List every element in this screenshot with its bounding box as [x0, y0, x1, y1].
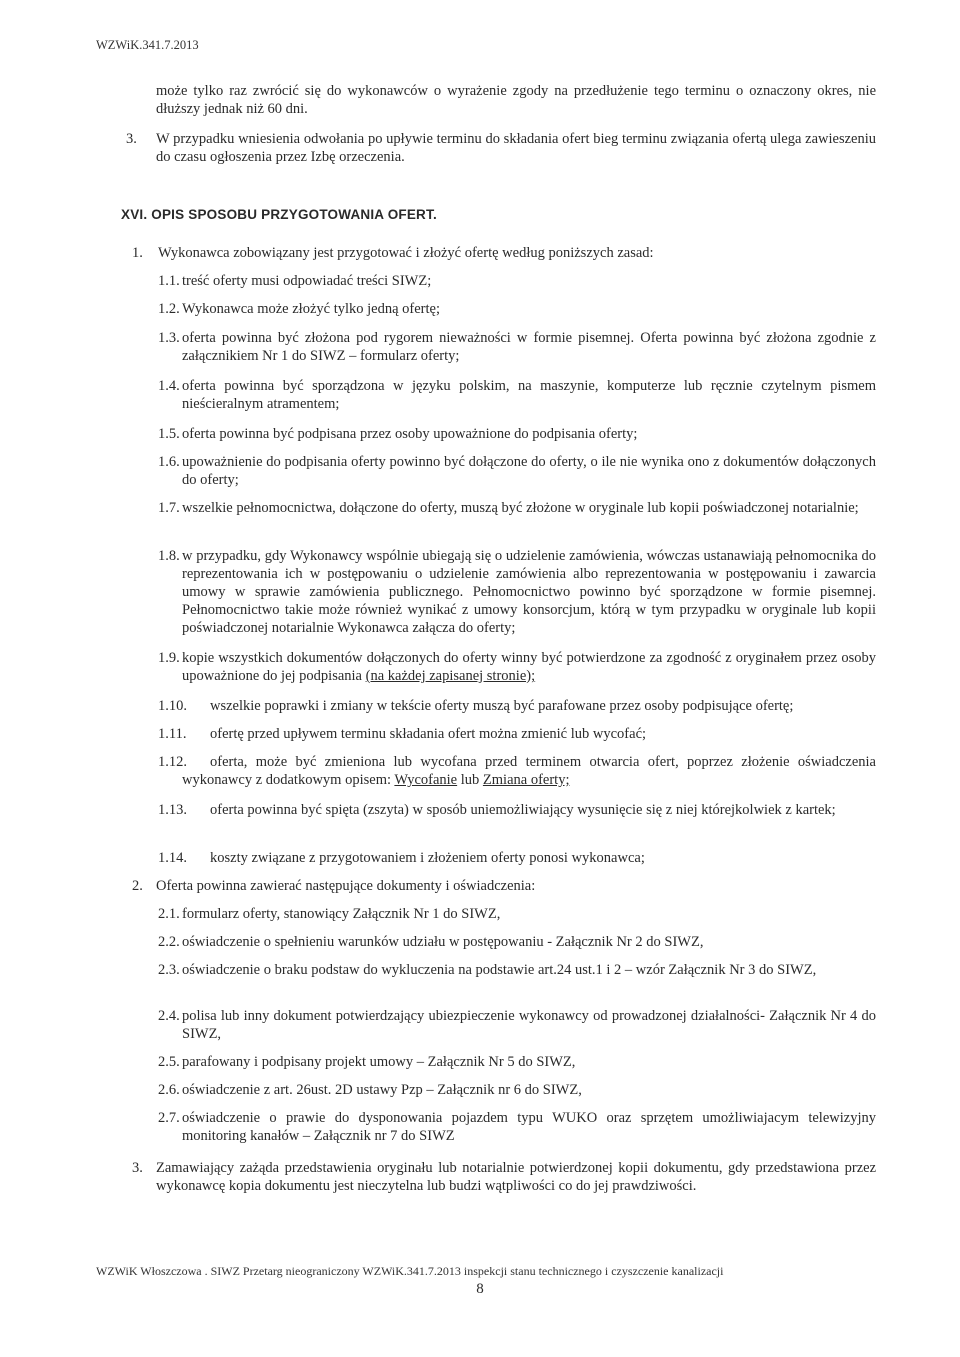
subitem-number: 1.3. — [158, 330, 180, 346]
subitem-text: w przypadku, gdy Wykonawcy wspólnie ubiegają się o udzielenie zamówienia, wówczas ustanawiają pełnomocnika do reprezentowania ich w postępowaniu o udzielenie zamówienia albo reprezentowania w postępowaniu i zawarcia umowy w sprawie zamówienia publicznego. Pełnomocnictwo powinno być sporządzone w formie pisemnej. Pełnomocnictwo takie może również wynikać z umowy konsorcjum, którą w tym przypadku w oryginale lub kopii poświadczonej notarialnie Wykonawca załącza do oferty; — [182, 548, 876, 636]
point-number: 1. — [132, 245, 143, 261]
subitem-text: wszelkie pełnomocnictwa, dołączone do oferty, muszą być złożone w oryginale lub kopii poświadczonej notarialnie; — [182, 500, 859, 516]
subitem-number: 1.9. — [158, 650, 180, 666]
page-number: 8 — [476, 1281, 484, 1297]
subitem-number: 1.1. — [158, 273, 180, 289]
subitem-number: 2.2. — [158, 934, 180, 950]
item-number: 3. — [126, 131, 137, 147]
subitem-text: treść oferty musi odpowiadać treści SIWZ; — [182, 273, 432, 289]
subitem-text: oświadczenie o spełnieniu warunków udziału w postępowaniu - Załącznik Nr 2 do SIWZ, — [182, 934, 704, 950]
subitem-number: 1.2. — [158, 301, 180, 317]
subitem-number: 1.14. — [158, 850, 187, 866]
subitem-number: 1.10. — [158, 698, 187, 714]
subitem-number: 1.6. — [158, 454, 180, 470]
subitem-number: 1.4. — [158, 378, 180, 394]
subitem-number: 2.4. — [158, 1008, 180, 1024]
subitem-text: ofertę przed upływem terminu składania ofert można zmienić lub wycofać; — [210, 726, 647, 742]
subitem-number: 2.1. — [158, 906, 180, 922]
subitem-text-main: kopie wszystkich dokumentów dołączonych do oferty winny być potwierdzone za zgodność z oryginałem przez osoby upoważnione do jej podpisania — [182, 650, 876, 684]
page-footer: WZWiK Włoszczowa . SIWZ Przetarg nieograniczony WZWiK.341.7.2013 inspekcji stanu technicznego i czyszczenie kanalizacji — [96, 1264, 724, 1278]
subitem-text: upoważnienie do podpisania oferty powinno być dołączone do oferty, o ile nie wynika ono z dokumentów dołączonych do oferty; — [182, 454, 876, 488]
subitem-number: 1.5. — [158, 426, 180, 442]
subitem-text — [182, 649, 876, 685]
subitem-text: wszelkie poprawki i zmiany w tekście oferty muszą być parafowane przez osoby podpisujące ofertę; — [210, 698, 794, 714]
point-number: 2. — [132, 878, 143, 894]
label-change-offer: Zmiana oferty; — [482, 772, 570, 788]
subitem-text: oświadczenie o braku podstaw do wykluczenia na podstawie art.24 ust.1 i 2 – wzór Załącznik Nr 3 do SIWZ, — [182, 962, 817, 978]
subitem-text: Wykonawca może złożyć tylko jedną ofertę; — [182, 301, 440, 317]
subitem-text: oferta powinna być podpisana przez osoby upoważnione do podpisania oferty; — [182, 426, 638, 442]
subitem-text: koszty związane z przygotowaniem i złożeniem oferty ponosi wykonawca; — [210, 850, 645, 866]
continuation-paragraph: może tylko raz zwrócić się do wykonawców o wyrażenie zgody na przedłużenie tego terminu o oznaczony okres, nie dłuższy jednak niż 60 dni. — [156, 83, 876, 117]
document-code-header: WZWiK.341.7.2013 — [96, 38, 199, 52]
point-text: Zamawiający zażąda przedstawienia oryginału lub notarialnie potwierdzonej kopii dokumentu, gdy przedstawiona przez wykonawcę kopia dokumentu jest nieczytelna lub budzi wątpliwości co do jej prawdziwości. — [156, 1160, 876, 1194]
subitem-number: 1.11. — [158, 726, 187, 742]
subitem-text-main: oferta, może być zmieniona lub wycofana przed terminem otwarcia ofert, poprzez złożenie oświadczenia wykonawcy z dodatkowym opisem: — [182, 754, 876, 788]
subitem-number: 2.5. — [158, 1054, 180, 1070]
underlined-note: (na każdej zapisanej stronie); — [365, 668, 536, 684]
subitem-number: 2.6. — [158, 1082, 180, 1098]
item-text: W przypadku wniesienia odwołania po upływie terminu do składania ofert bieg terminu związania ofertą ulega zawieszeniu do czasu ogłoszenia przez Izbę orzeczenia. — [156, 131, 876, 165]
section-heading: XVI. OPIS SPOSOBU PRZYGOTOWANIA OFERT. — [121, 207, 437, 222]
subitem-text: polisa lub inny dokument potwierdzający ubiezpieczenie wykonawcy od prowadzonej działalności- Załącznik Nr 4 do SIWZ, — [182, 1008, 876, 1042]
subitem-text: oferta powinna być sporządzona w języku polskim, na maszynie, komputerze lub ręcznie czytelnym pismem nieścieralnym atramentem; — [182, 378, 876, 412]
subitem-number: 1.12. — [158, 754, 187, 770]
label-withdrawal: Wycofanie — [394, 772, 458, 788]
subitem-text: oświadczenie z art. 26ust. 2D ustawy Pzp – Załącznik nr 6 do SIWZ, — [182, 1082, 582, 1098]
subitem-number: 2.3. — [158, 962, 180, 978]
subitem-text: oferta powinna być spięta (zszyta) w sposób uniemożliwiający wysunięcie się z niej którejkolwiek z kartek; — [210, 802, 836, 818]
subitem-number: 1.13. — [158, 802, 187, 818]
subitem-text: parafowany i podpisany projekt umowy – Załącznik Nr 5 do SIWZ, — [182, 1054, 576, 1070]
subitem-number: 2.7. — [158, 1110, 180, 1126]
subitem-text — [182, 753, 876, 789]
subitem-text: oświadczenie o prawie do dysponowania pojazdem typu WUKO oraz sprzętem umożliwiajacym telewizyjny monitoring kanałów – Załącznik nr 7 do SIWZ — [182, 1110, 876, 1144]
point-number: 3. — [132, 1160, 143, 1176]
conjunction: lub — [460, 772, 480, 788]
subitem-text: formularz oferty, stanowiący Załącznik Nr 1 do SIWZ, — [182, 906, 501, 922]
subitem-number: 1.8. — [158, 548, 180, 564]
point-text: Wykonawca zobowiązany jest przygotować i złożyć ofertę według poniższych zasad: — [158, 245, 654, 261]
subitem-number: 1.7. — [158, 500, 180, 516]
subitem-text: oferta powinna być złożona pod rygorem nieważności w formie pisemnej. Oferta powinna być złożona zgodnie z załącznikiem Nr 1 do SIWZ – formularz oferty; — [182, 330, 876, 364]
point-text: Oferta powinna zawierać następujące dokumenty i oświadczenia: — [156, 878, 536, 894]
